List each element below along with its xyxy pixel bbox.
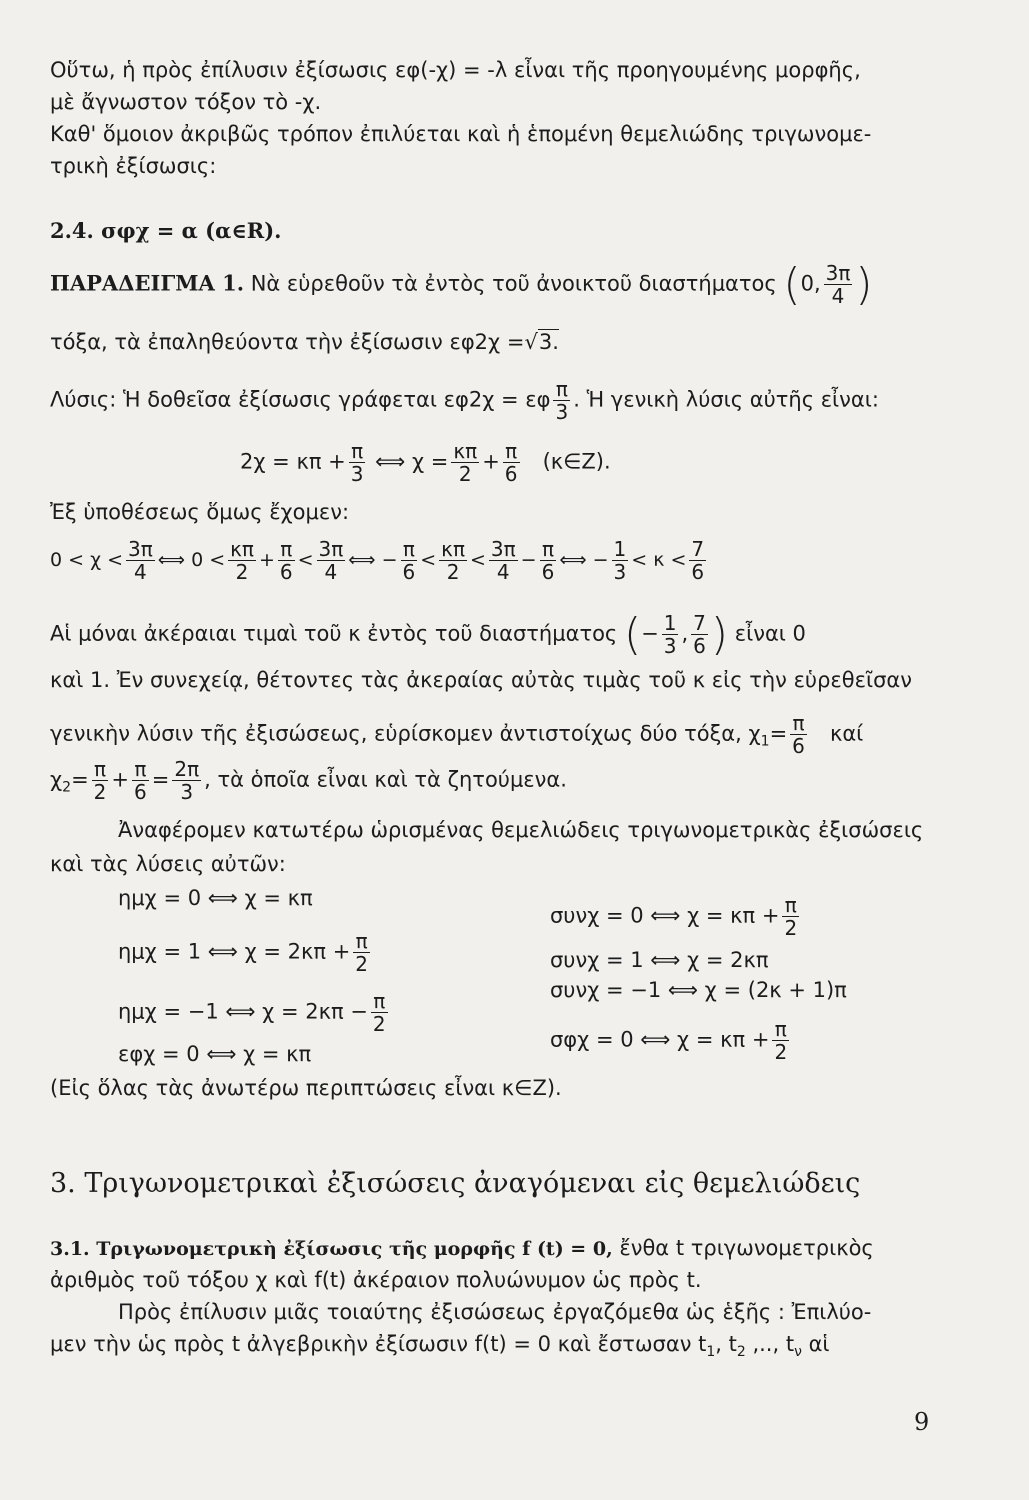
- integers-line-3: [50, 712, 863, 757]
- kpi-over-2: $\frac{\kappa\pi}{2}$: [453, 439, 478, 486]
- interval-fraction: $\frac{3\pi}{4}$: [825, 261, 851, 308]
- page-number: 9: [914, 1408, 930, 1436]
- eq-2: =: [71, 767, 89, 792]
- integers-text-1: Αἱ μόναι ἀκέραιαι τιμαὶ τοῦ κ ἐντὸς τοῦ διαστήματος: [50, 621, 618, 646]
- integers-line-2: καὶ 1. Ἐν συνεχείᾳ, θέτοντες τὰς ἀκεραίας αὐτὰς τιμὰς τοῦ κ εἰς τὴν εὑρεθεῖσαν: [50, 668, 912, 692]
- solution-line-1: [50, 378, 879, 423]
- t-sub-1: 1: [706, 1344, 716, 1360]
- comma: ,: [681, 621, 689, 646]
- solution-text-after: . Ἡ γενικὴ λύσις αὐτῆς εἶναι:: [573, 387, 879, 412]
- example-text-2: τόξα, τὰ ἐπαληθεύοντα τὴν ἐξίσωσιν εφ2χ =: [50, 330, 525, 354]
- ineq-c2: <: [420, 549, 437, 571]
- plus: +: [482, 449, 500, 474]
- close-paren: ): [855, 258, 873, 310]
- basic-right-2: συνχ = 1 ⟺ χ = 2κπ: [550, 948, 769, 972]
- x2: χ: [50, 767, 63, 792]
- 1-over-3: $\frac{1}{3}$: [613, 537, 627, 584]
- basic-line-1: Ἀναφέρομεν κατωτέρω ὡρισμένας θεμελιώδεις τριγωνομετρικὰς ἐξισώσεις: [118, 818, 924, 842]
- section-2-4-heading: 2.4. σφχ = α (α∈R).: [50, 218, 282, 243]
- plus-c: +: [111, 767, 130, 792]
- x-eq: χ =: [411, 449, 449, 474]
- section-3-1-rest: ἔνθα t τριγωνομετρικὸς: [619, 1236, 874, 1260]
- 3pi-over-4: $\frac{3\pi}{4}$: [128, 537, 153, 584]
- 3pi-over-4-c: $\frac{3\pi}{4}$: [490, 537, 516, 584]
- k-in-z: (κ∈Z).: [542, 449, 611, 474]
- intro-line-3: Καθ' ὅμοιον ἀκριβῶς τρόπον ἐπιλύεται καὶ ἡ ἑπομένη θεμελιώδης τριγωνομε-: [50, 122, 872, 146]
- section-3-1-text-4: μεν τὴν ὡς πρὸς t ἀλγεβρικὴν ἐξίσωσιν f(t) = 0 καὶ ἔστωσαν t: [50, 1332, 707, 1356]
- open-paren-2: (: [623, 608, 642, 660]
- 2pi-over-3: $\frac{2\pi}{3}$: [174, 757, 200, 804]
- solution-label: Λύσις:: [50, 387, 117, 412]
- section-3-heading: 3. Τριγωνομετρικαὶ ἐξισώσεις ἀναγόμεναι εἰς θεμελιώδεις: [50, 1168, 861, 1199]
- integers-text-3: γενικὴν λύσιν τῆς ἐξισώσεως, εὑρίσκομεν ἀντιστοίχως δύο τόξα, χ: [50, 721, 761, 746]
- pi-over-6-c: $\frac{\pi}{6}$: [402, 537, 416, 584]
- close-paren-2: ): [710, 608, 729, 660]
- ineq-b: ⟺ 0 <: [157, 549, 226, 571]
- ineq-c: <: [297, 549, 314, 571]
- basic-left-3-text: ημχ = −1 ⟺ χ = 2κπ −: [118, 999, 368, 1024]
- t-mid-2: ,.., t: [745, 1332, 795, 1356]
- section-3-1-line-4: [50, 1332, 830, 1361]
- kpi-over-2-c: $\frac{\kappa\pi}{2}$: [441, 537, 465, 584]
- sqrt-value: 3.: [538, 330, 559, 354]
- t-end: αἱ: [801, 1332, 830, 1356]
- inequality-chain: [50, 538, 709, 583]
- ineq-f: < κ <: [631, 549, 687, 571]
- basic-right-1: [550, 894, 802, 939]
- section-3-1-title: 3.1. Τριγωνομετρικὴ ἐξίσωσις τῆς μορφῆς f (t) = 0,: [50, 1238, 613, 1260]
- basic-line-2: καὶ τὰς λύσεις αὐτῶν:: [50, 852, 286, 876]
- basic-left-2: [118, 930, 373, 975]
- ineq-a: 0 < χ <: [50, 549, 124, 571]
- plus-b: +: [258, 549, 275, 571]
- basic-right-4: [550, 1018, 792, 1063]
- intro-line-2: μὲ ἄγνωστον τόξον τὸ -χ.: [50, 90, 322, 114]
- ineq-e: −: [520, 549, 537, 571]
- ineq-d: ⟺ −: [348, 549, 398, 571]
- example-line-2: [50, 330, 559, 355]
- example-text-1: Νὰ εὑρεθοῦν τὰ ἐντὸς τοῦ ἀνοικτοῦ διαστήματος: [250, 271, 777, 296]
- basic-left-4: εφχ = 0 ⟺ χ = κπ: [118, 1042, 312, 1066]
- solution-text: Ἡ δοθεῖσα ἐξίσωσις γράφεται εφ2χ = εφ: [123, 387, 551, 412]
- basic-note: (Εἰς ὅλας τὰς ἀνωτέρω περιπτώσεις εἶναι κ∈Z).: [50, 1076, 562, 1100]
- basic-right-4-text: σφχ = 0 ⟺ χ = κπ +: [550, 1027, 770, 1052]
- 7-over-6: $\frac{7}{6}$: [691, 537, 705, 584]
- example-line-1: [50, 258, 873, 310]
- pi-over-2-bl3: $\frac{\pi}{2}$: [372, 989, 386, 1036]
- eq-3: =: [151, 767, 170, 792]
- interval-left: 0,: [800, 271, 821, 296]
- section-3-1-line-3: Πρὸς ἐπίλυσιν μιᾶς τοιαύτης ἐξισώσεως ἐργαζόμεθα ὡς ἑξῆς : Ἐπιλύο-: [118, 1300, 872, 1324]
- pi-over-2-br1: $\frac{\pi}{2}$: [784, 893, 798, 940]
- pi-over-6-b: $\frac{\pi}{6}$: [279, 537, 293, 584]
- kpi-over-2-b: $\frac{\kappa\pi}{2}$: [230, 537, 254, 584]
- sub-1: 1: [760, 733, 770, 750]
- 3pi-over-4-b: $\frac{3\pi}{4}$: [318, 537, 344, 584]
- example-label: ΠΑΡΑΔΕΙΓΜΑ 1.: [50, 270, 245, 296]
- sub-2: 2: [62, 779, 72, 796]
- basic-left-3: [118, 990, 391, 1035]
- hypothesis-text: Ἐξ ὑποθέσεως ὅμως ἔχομεν:: [50, 500, 350, 524]
- integers-text-4-end: , τὰ ὁποῖα εἶναι καὶ τὰ ζητούμενα.: [204, 767, 567, 792]
- section-3-1-line-1: [50, 1236, 874, 1261]
- kai: καί: [829, 721, 864, 746]
- basic-left-1: ημχ = 0 ⟺ χ = κπ: [118, 886, 313, 910]
- t-sub-2: 2: [736, 1344, 746, 1360]
- pi-over-6-x1: $\frac{\pi}{6}$: [792, 711, 805, 758]
- eq-1: =: [769, 721, 788, 746]
- ineq-d2: ⟺ −: [559, 549, 609, 571]
- pi-over-2: $\frac{\pi}{2}$: [93, 757, 107, 804]
- 1-over-3-b: $\frac{1}{3}$: [663, 611, 677, 658]
- integers-text-1-end: εἶναι 0: [734, 621, 806, 646]
- 7-over-6-b: $\frac{7}{6}$: [693, 611, 706, 658]
- pi-over-6-d: $\frac{\pi}{6}$: [541, 537, 555, 584]
- pi-over-3-b: $\frac{\pi}{3}$: [350, 439, 364, 486]
- ineq-c3: <: [469, 549, 486, 571]
- pi-over-2-bl2: $\frac{\pi}{2}$: [355, 929, 369, 976]
- iff-1: ⟺: [375, 449, 406, 474]
- sqrt-sign: √: [524, 330, 538, 354]
- open-paren: (: [783, 258, 801, 310]
- section-3-1-line-2: ἀριθμὸς τοῦ τόξου χ καὶ f(t) ἀκέραιον πολυώνυμον ὡς πρὸς t.: [50, 1268, 702, 1292]
- pi-over-2-br4: $\frac{\pi}{2}$: [774, 1017, 788, 1064]
- pi-over-3: $\frac{\pi}{3}$: [555, 377, 569, 424]
- t-mid-1: , t: [715, 1332, 737, 1356]
- pi-over-6: $\frac{\pi}{6}$: [504, 439, 518, 486]
- pi-over-6-x2: $\frac{\pi}{6}$: [134, 757, 147, 804]
- general-solution: [240, 440, 611, 485]
- basic-right-3: συνχ = −1 ⟺ χ = (2κ + 1)π: [550, 978, 847, 1002]
- intro-line-1: Οὕτω, ἡ πρὸς ἐπίλυσιν ἐξίσωσις εφ(-χ) = -λ εἶναι τῆς προηγουμένης μορφῆς,: [50, 58, 861, 82]
- integers-line-4: [50, 758, 567, 803]
- minus: −: [641, 621, 659, 646]
- intro-line-4: τρικὴ ἐξίσωσις:: [50, 154, 217, 178]
- basic-left-2-text: ημχ = 1 ⟺ χ = 2κπ +: [118, 939, 351, 964]
- eq-left: 2χ = κπ +: [240, 449, 346, 474]
- t-sub-nu: ν: [794, 1344, 802, 1360]
- integers-line-1: [50, 608, 806, 660]
- basic-right-1-text: συνχ = 0 ⟺ χ = κπ +: [550, 903, 780, 928]
